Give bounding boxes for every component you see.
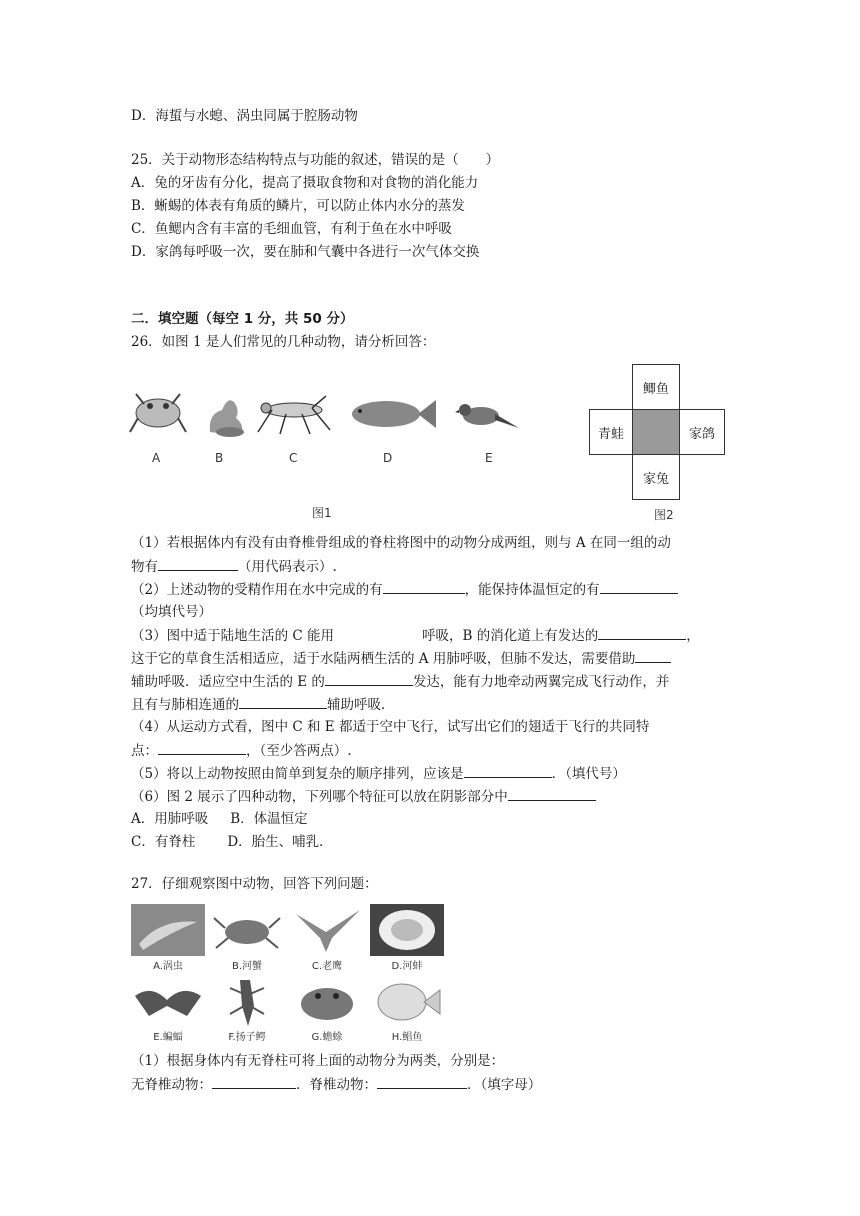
q25-option-c: C．鱼鳃内含有丰富的毛细血管，有利于鱼在水中呼吸: [131, 221, 452, 237]
animal-label-g: G.蟾蜍: [311, 1032, 343, 1043]
fig1-label-a: A: [152, 451, 161, 465]
q26-p3c: 辅助呼吸．适应空中生活的 E 的 发达，能有力地牵动两翼完成飞行动作，并: [131, 671, 669, 692]
answer-blank[interactable]: [239, 694, 327, 709]
q25-option-b: B．蜥蜴的体表有角质的鳞片，可以防止体内水分的蒸发: [131, 198, 465, 214]
q26-p1b: 物有 （用代码表示）.: [131, 556, 337, 577]
bat-image: [131, 976, 205, 1028]
answer-blank[interactable]: [377, 1074, 467, 1089]
fish-image: [346, 394, 438, 434]
fig1-label-e: E: [485, 451, 493, 465]
fig1-label-d: D: [383, 451, 393, 465]
answer-blank[interactable]: [383, 579, 465, 594]
q26-p5: （5）将以上动物按照由简单到复杂的顺序排列，应该是 ．（填代号）: [131, 763, 626, 784]
q24-option-d: D．海蜇与水螅、涡虫同属于腔肠动物: [131, 108, 358, 124]
fig1-caption: 图1: [312, 506, 332, 520]
q26-stem: 26．如图 1 是人们常见的几种动物，请分析回答：: [131, 334, 436, 350]
animal-label-e: E.蝙蝠: [153, 1032, 183, 1043]
section-title: 二．填空题（每空 1 分，共 50 分）: [131, 311, 354, 327]
answer-blank[interactable]: [325, 671, 413, 686]
q25-option-a: A．兔的牙齿有分化，提高了摄取食物和对食物的消化能力: [131, 175, 479, 191]
answer-blank[interactable]: [464, 763, 552, 778]
flatworm-image: [131, 904, 205, 956]
q26-p6-options-2: C．有脊柱 D．胎生、哺乳．: [131, 834, 333, 850]
q27-p1b: 无脊椎动物： ．脊椎动物： ．（填字母）: [131, 1074, 541, 1095]
q27-p1a: （1）根据身体内有无脊柱可将上面的动物分为两类，分别是：: [131, 1053, 505, 1069]
animal-label-h: H.鲳鱼: [391, 1032, 423, 1043]
q25-option-d: D．家鸽每呼吸一次，要在肺和气囊中各进行一次气体交换: [131, 244, 480, 260]
rabbit-image: [200, 392, 250, 440]
q26-p3b: 这于它的草食生活相适应，适于水陆两栖生活的 A 用肺呼吸，但肺不发达，需要借助: [131, 648, 671, 669]
fig2-top-cell: 鲫鱼: [632, 364, 680, 410]
fig2-right-cell: 家鸽: [679, 409, 725, 455]
animal-label-f: F.扬子鳄: [228, 1032, 266, 1043]
toad-image: [290, 976, 364, 1028]
fig1-label-b: B: [215, 451, 224, 465]
answer-blank[interactable]: [212, 1074, 296, 1089]
q26-p2: （2）上述动物的受精作用在水中完成的有 ，能保持体温恒定的有: [131, 579, 678, 600]
fig1-label-c: C: [289, 451, 298, 465]
fig2-shaded-cell: [632, 409, 680, 455]
q26-p3a: （3）图中适于陆地生活的 C 能用 呼吸，B 的消化道上有发达的 ，: [131, 625, 700, 646]
q27-stem: 27．仔细观察图中动物，回答下列问题：: [131, 876, 378, 892]
animal-label-b: B.河蟹: [231, 961, 263, 972]
animal-label-d: D.河蚌: [391, 961, 423, 972]
grasshopper-image: [252, 392, 334, 438]
q26-p3d: 且有与肺相连通的 辅助呼吸．: [131, 694, 395, 715]
q26-p2b: （均填代号）: [131, 604, 212, 620]
q25-stem: 25．关于动物形态结构特点与功能的叙述，错误的是（ ）: [131, 152, 500, 168]
eagle-image: [290, 904, 364, 956]
bird-image: [455, 398, 521, 432]
answer-blank[interactable]: [635, 648, 671, 663]
animal-label-a: A.涡虫: [153, 961, 183, 972]
pomfret-image: [370, 976, 444, 1028]
fig2-caption: 图2: [654, 508, 674, 522]
answer-blank[interactable]: [598, 625, 686, 640]
q26-p6: （6）图 2 展示了四种动物，下列哪个特征可以放在阴影部分中: [131, 786, 596, 807]
answer-blank[interactable]: [508, 786, 596, 801]
fig2-left-cell: 青蛙: [589, 409, 633, 455]
mussel-image: [370, 904, 444, 956]
q26-p4a: （4）从运动方式看，图中 C 和 E 都适于空中飞行，试写出它们的翅适于飞行的共同特: [131, 719, 650, 735]
animal-label-c: C.老鹰: [311, 961, 343, 972]
crab-image: [210, 904, 284, 956]
answer-blank[interactable]: [158, 556, 238, 571]
fig2-bottom-cell: 家兔: [632, 454, 680, 500]
alligator-image: [210, 976, 284, 1028]
q26-p6-options-1: A．用肺呼吸 B．体温恒定: [131, 811, 308, 827]
q26-p1a: （1）若根据体内有没有由脊椎骨组成的脊柱将图中的动物分成两组，则与 A 在同一组的动: [131, 535, 671, 551]
answer-blank[interactable]: [158, 740, 246, 755]
q26-p4b: 点： ，（至少答两点）.: [131, 740, 352, 761]
frog-image: [128, 388, 188, 438]
answer-blank[interactable]: [600, 579, 678, 594]
